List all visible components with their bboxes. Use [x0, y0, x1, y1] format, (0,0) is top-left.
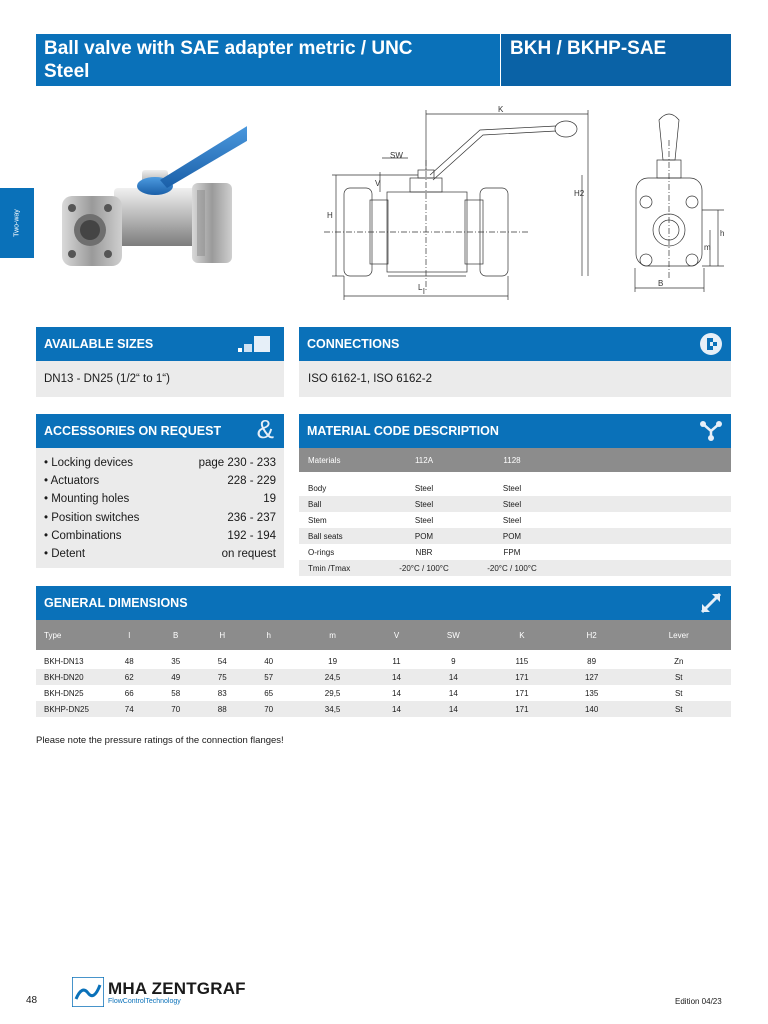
dim-cell: 171: [515, 688, 529, 698]
dim-cell: 66: [124, 688, 134, 698]
dim-cell: BKH-DN13: [44, 656, 84, 666]
available-sizes-body: [36, 361, 284, 397]
available-sizes-title: AVAILABLE SIZES: [44, 337, 154, 351]
table-row: [36, 685, 731, 701]
title-line-1: Ball valve with SAE adapter metric / UNC: [44, 38, 413, 59]
dim-cell: 54: [217, 656, 227, 666]
page-number: 48: [26, 995, 38, 1006]
dim-cell: St: [674, 688, 683, 698]
dim-cell: 88: [217, 704, 227, 714]
branch-icon: [699, 419, 723, 443]
accessories-header: [36, 414, 284, 448]
accessory-name: • Detent: [44, 548, 86, 560]
accessory-page: 228 - 229: [227, 475, 276, 487]
brand-logo-icon: [72, 977, 104, 1007]
dim-cell: BKHP-DN25: [44, 704, 89, 714]
dim-cell: 29,5: [324, 688, 341, 698]
brand-name: [108, 979, 246, 999]
dim-cell: 14: [448, 688, 458, 698]
dim-col-header: B: [173, 630, 179, 640]
table-row: [299, 544, 731, 560]
dim-col-header: K: [519, 630, 525, 640]
dim-cell: BKH-DN25: [44, 688, 84, 698]
page-title: [36, 34, 500, 83]
available-sizes-header: [36, 327, 284, 361]
dim-cell: 57: [264, 672, 274, 682]
accessory-name: • Mounting holes: [44, 493, 130, 505]
table-row: [36, 653, 731, 669]
dim-cell: 70: [171, 704, 181, 714]
accessory-item: [44, 530, 276, 542]
dim-label-h-small: h: [720, 229, 725, 238]
sizes-icon: [234, 332, 274, 356]
dim-cell: 9: [451, 656, 456, 666]
dim-cell: 58: [171, 688, 181, 698]
dim-cell: 70: [264, 704, 274, 714]
valve-photo: [52, 118, 247, 293]
brand-text: MHA ZENTGRAF: [108, 979, 246, 998]
material-cell: Body: [308, 483, 327, 493]
material-cell: -20°C / 100°C: [399, 563, 449, 573]
dimensions-title: GENERAL DIMENSIONS: [44, 596, 188, 610]
material-cell: Steel: [502, 515, 522, 525]
dimensions-table-header: [36, 620, 731, 650]
dimensions-table: [36, 620, 731, 717]
material-cell: Tmin /Tmax: [308, 563, 351, 573]
dim-cell: 19: [328, 656, 338, 666]
dim-col-header: H2: [586, 630, 597, 640]
material-col-header: Materials: [308, 455, 341, 465]
dim-cell: 135: [584, 688, 599, 698]
dim-cell: 89: [587, 656, 597, 666]
material-cell: POM: [502, 531, 522, 541]
dim-cell: 14: [392, 672, 401, 682]
accessory-item: [44, 457, 276, 469]
dim-cell: 48: [124, 656, 134, 666]
dim-label-sw: SW: [390, 151, 403, 160]
table-row: [299, 512, 731, 528]
brand-tagline: FlowControlTechnology: [108, 998, 181, 1005]
material-cell: Ball: [308, 499, 322, 509]
dim-cell: BKH-DN20: [44, 672, 84, 682]
dim-cell: 24,5: [324, 672, 341, 682]
dim-col-header: SW: [446, 630, 460, 640]
edition-label: Edition 04/23: [675, 997, 722, 1006]
dim-col-header: H: [219, 630, 226, 640]
dim-cell: 171: [515, 672, 529, 682]
dim-cell: 115: [515, 656, 529, 666]
dim-col-header: h: [266, 630, 271, 640]
material-cell: FPM: [503, 547, 521, 557]
title-line-2: Steel: [44, 61, 90, 82]
dim-cell: 14: [448, 704, 458, 714]
dim-cell: 140: [584, 704, 599, 714]
dim-cell: 171: [515, 704, 529, 714]
connections-body: [299, 361, 731, 397]
dim-cell: 127: [584, 672, 599, 682]
dim-label-total-length: L: [418, 283, 423, 292]
dim-cell: 35: [171, 656, 181, 666]
material-cell: Steel: [502, 499, 522, 509]
dim-col-header: Lever: [668, 630, 689, 640]
material-cell: -20°C / 100°C: [487, 563, 537, 573]
connections-header: [299, 327, 731, 361]
material-cell: Steel: [414, 499, 434, 509]
accessory-item: [44, 512, 276, 524]
dim-label-v: V: [375, 179, 381, 188]
side-tab-label: Two-way: [13, 209, 21, 237]
connections-title: CONNECTIONS: [307, 337, 400, 351]
side-tab[interactable]: [0, 188, 34, 258]
accessory-name: • Position switches: [44, 512, 140, 524]
dim-cell: 62: [124, 672, 134, 682]
dim-col-header: l: [128, 630, 131, 640]
accessories-title: ACCESSORIES ON REQUEST: [44, 424, 222, 438]
dim-cell: 11: [392, 656, 401, 666]
dim-cell: 14: [392, 704, 401, 714]
material-cell: Steel: [502, 483, 522, 493]
dimensions-header: [36, 586, 731, 620]
material-table: [299, 448, 731, 576]
material-cell: POM: [414, 531, 434, 541]
material-cell: Steel: [414, 483, 434, 493]
product-code: BKH / BKHP-SAE: [510, 38, 667, 59]
technical-drawing: [312, 100, 742, 300]
available-sizes-text: DN13 - DN25 (1/2“ to 1“): [44, 373, 170, 385]
dim-cell: 75: [217, 672, 227, 682]
dim-label-h: H: [327, 211, 333, 220]
material-cell: Stem: [308, 515, 327, 525]
dim-cell: 83: [217, 688, 227, 698]
accessory-page: 192 - 194: [227, 530, 276, 542]
title-banner: [36, 34, 500, 86]
accessory-item: [44, 493, 276, 505]
connections-text: ISO 6162-1, ISO 6162-2: [308, 373, 433, 385]
dim-label-l-small: l: [423, 287, 425, 296]
dim-cell: 34,5: [324, 704, 341, 714]
table-row: [36, 669, 731, 685]
accessory-page: on request: [221, 548, 276, 560]
accessory-name: • Actuators: [44, 475, 100, 487]
material-col-header: 1128: [503, 455, 521, 465]
table-row: [299, 496, 731, 512]
table-row: [299, 560, 731, 576]
resize-arrow-icon: [699, 591, 723, 615]
dim-cell: 40: [264, 656, 274, 666]
ampersand-icon: &: [256, 414, 274, 444]
product-code-banner: [501, 34, 731, 86]
dim-cell: 14: [392, 688, 401, 698]
material-title: MATERIAL CODE DESCRIPTION: [307, 424, 499, 438]
dim-label-b: B: [658, 279, 664, 288]
dim-cell: 49: [171, 672, 181, 682]
table-row: [299, 480, 731, 496]
accessory-item: [44, 548, 276, 560]
table-row: [299, 528, 731, 544]
accessory-item: [44, 475, 276, 487]
material-table-header: [299, 448, 731, 472]
accessory-page: 236 - 237: [227, 512, 276, 524]
material-col-header: 112A: [414, 455, 434, 465]
material-header: [299, 414, 731, 448]
accessory-name: • Locking devices: [44, 457, 134, 469]
dim-col-header: V: [393, 630, 400, 640]
dim-cell: St: [674, 704, 683, 714]
dim-cell: 74: [124, 704, 134, 714]
dim-label-m: m: [704, 243, 711, 252]
dim-cell: 65: [264, 688, 274, 698]
dim-col-header: m: [329, 630, 336, 640]
dim-col-header: Type: [44, 630, 62, 640]
dim-cell: 14: [448, 672, 458, 682]
connection-icon: [699, 332, 723, 356]
material-cell: Steel: [414, 515, 434, 525]
accessory-name: • Combinations: [44, 530, 122, 542]
accessory-page: page 230 - 233: [198, 457, 276, 469]
dim-label-h2: H2: [574, 189, 585, 198]
accessory-page: 19: [263, 493, 276, 505]
table-row: [36, 701, 731, 717]
pressure-note: Please note the pressure ratings of the connection flanges!: [36, 735, 284, 746]
material-cell: NBR: [415, 547, 433, 557]
material-cell: O-rings: [308, 547, 335, 557]
material-cell: Ball seats: [308, 531, 343, 541]
dim-cell: Zn: [674, 656, 684, 666]
dim-cell: St: [674, 672, 683, 682]
dim-label-k: K: [498, 105, 504, 114]
